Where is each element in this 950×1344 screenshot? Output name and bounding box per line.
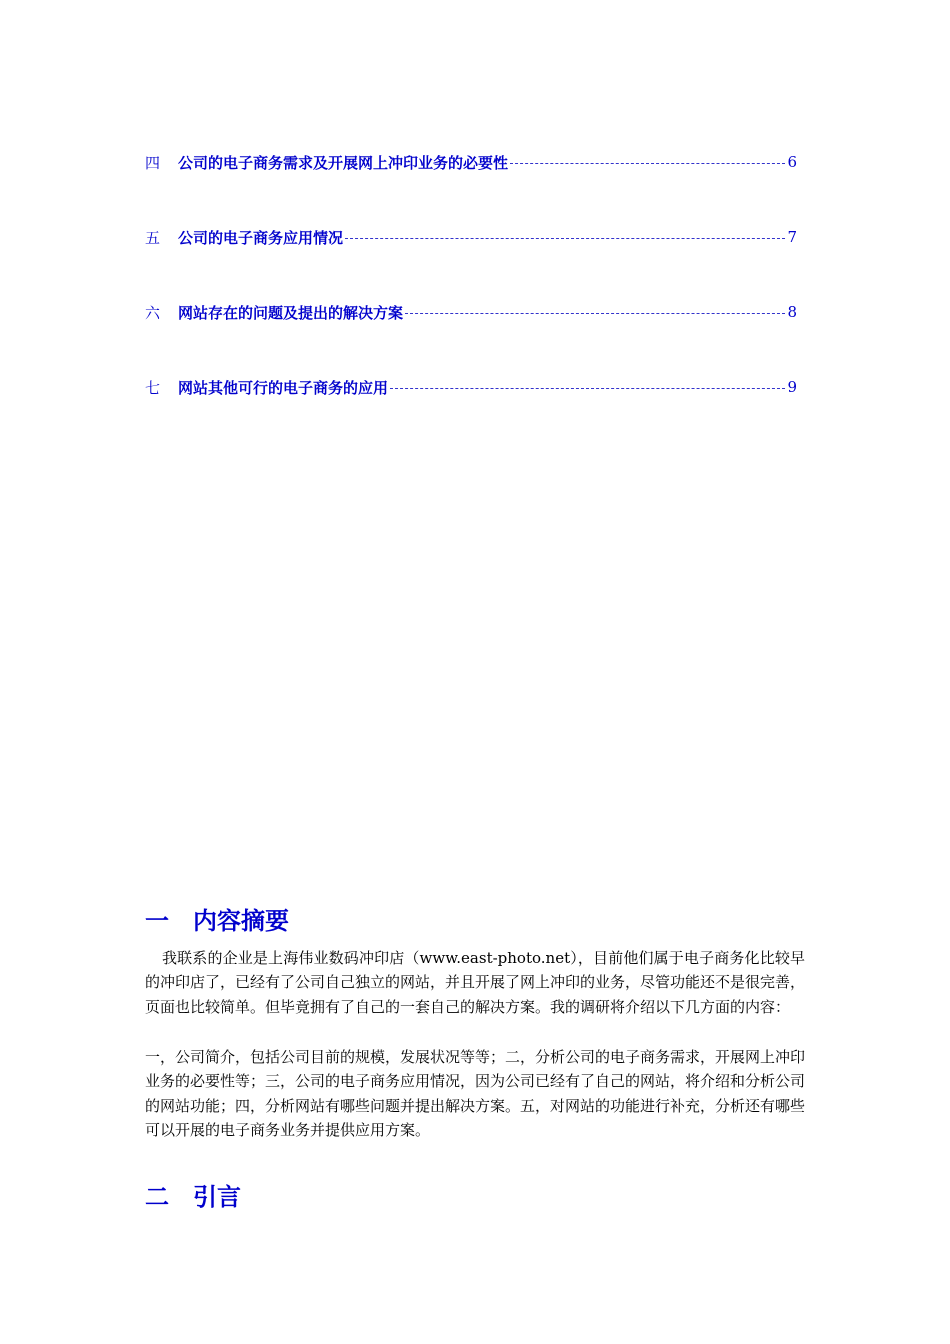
toc-entry-6[interactable] [145, 300, 797, 324]
toc-dot-leader [405, 313, 785, 314]
toc-entry-5[interactable] [145, 225, 797, 249]
toc-entry-number: 七 [145, 378, 161, 397]
section-number: 二 [145, 1183, 169, 1211]
toc-entry-page: 6 [787, 153, 797, 171]
section-number: 一 [145, 907, 169, 935]
toc-dot-leader [510, 163, 785, 164]
section-heading-introduction [145, 1180, 241, 1214]
toc-entry-page: 8 [787, 303, 797, 321]
toc-entry-title: 公司的电子商务应用情况 [178, 228, 344, 247]
toc-entry-4[interactable] [145, 150, 797, 174]
abstract-paragraph-outline: 一，公司简介，包括公司目前的规模，发展状况等等；二，分析公司的电子商务需求，开展网上冲印业务的必要性等；三，公司的电子商务应用情况，因为公司已经有了自己的网站，将介绍和分析公司的网站功能；四，分析网站有哪些问题并提出解决方案。五，对网站的功能进行补充，分析还有哪些可以开展的电子商务业务并提供应用方案。 [145, 1048, 806, 1139]
toc-entry-title: 网站存在的问题及提出的解决方案 [178, 303, 404, 322]
toc-dot-leader [345, 238, 785, 239]
toc-entry-title: 网站其他可行的电子商务的应用 [178, 378, 389, 397]
toc-dot-leader [390, 388, 785, 389]
toc-entry-number: 六 [145, 303, 161, 322]
toc-entry-page: 9 [787, 378, 797, 396]
section-heading-abstract [145, 904, 289, 938]
section-title: 引言 [193, 1183, 241, 1211]
abstract-paragraph-intro: 我联系的企业是上海伟业数码冲印店（www.east-photo.net），目前他们属于电子商务化比较早的冲印店了，已经有了公司自己独立的网站，并且开展了网上冲印的业务，尽管功能还不是很完善，页面也比较简单。但毕竟拥有了自己的一套自己的解决方案。我的调研将介绍以下几方面的内容： [145, 949, 806, 1016]
toc-entry-number: 五 [145, 228, 161, 247]
section-title: 内容摘要 [193, 907, 289, 935]
toc-entry-number: 四 [145, 153, 161, 172]
toc-entry-7[interactable] [145, 375, 797, 399]
toc-entry-page: 7 [787, 228, 797, 246]
toc-entry-title: 公司的电子商务需求及开展网上冲印业务的必要性 [178, 153, 509, 172]
